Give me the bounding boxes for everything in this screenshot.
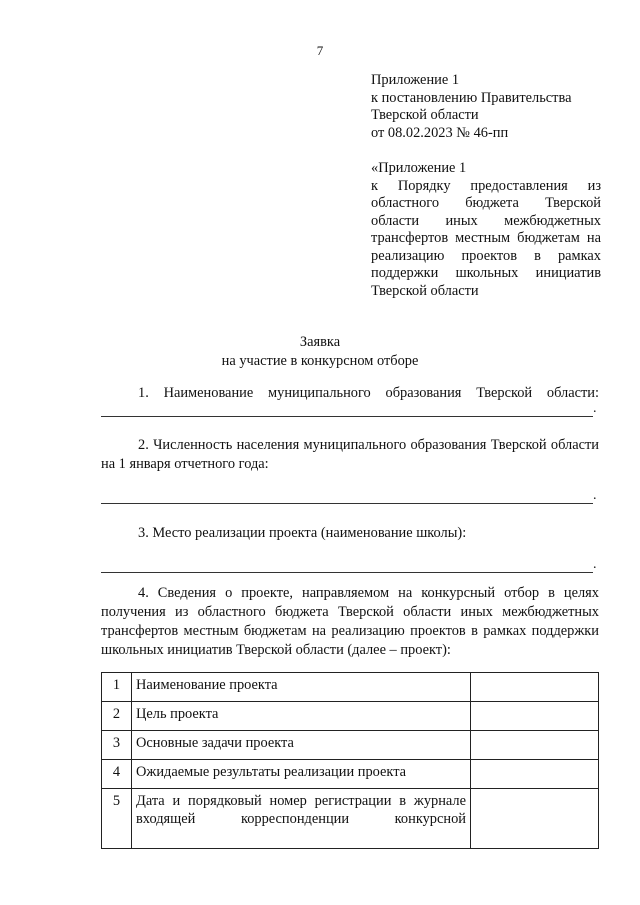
table-row bbox=[102, 731, 599, 760]
row-number: 2 bbox=[102, 702, 132, 731]
annex-quote-line: областного бюджета Тверской bbox=[371, 195, 601, 211]
row-value-cell[interactable] bbox=[471, 789, 599, 849]
row-value-cell[interactable] bbox=[471, 673, 599, 702]
annex-quote-line: области иных межбюджетных bbox=[371, 212, 601, 229]
annex-header bbox=[371, 72, 601, 142]
item-2-fill-line[interactable] bbox=[101, 503, 593, 504]
annex-quote-line: «Приложение 1 bbox=[371, 160, 467, 176]
item-2-text: 2. Численность населения муниципального образования Тверской области на 1 января отчетного года: bbox=[101, 437, 599, 472]
row-number: 1 bbox=[102, 673, 132, 702]
item-2-line-end: . bbox=[593, 488, 597, 503]
document-title bbox=[0, 333, 640, 371]
row-label: Ожидаемые результаты реализации проекта bbox=[132, 760, 471, 789]
annex-header-line: от 08.02.2023 № 46-пп bbox=[371, 124, 509, 141]
item-1-text: 1. Наименование муниципального образования Тверской области: bbox=[138, 385, 599, 401]
row-value-cell[interactable] bbox=[471, 760, 599, 789]
project-info-table bbox=[101, 672, 599, 849]
title-line: Заявка bbox=[299, 334, 341, 350]
annex-quote-line: реализацию проектов в рамках bbox=[371, 247, 601, 264]
row-label: Цель проекта bbox=[132, 702, 471, 731]
row-label: Дата и порядковый номер регистрации в журнале входящей корреспонденции конкурсной bbox=[132, 789, 471, 849]
table-row bbox=[102, 673, 599, 702]
annex-header-line: Приложение 1 bbox=[371, 72, 460, 88]
item-1-line-end: . bbox=[593, 401, 597, 416]
row-value-cell[interactable] bbox=[471, 731, 599, 760]
row-number: 5 bbox=[102, 789, 132, 849]
title-subline: на участие в конкурсном отборе bbox=[221, 353, 419, 369]
table-row bbox=[102, 760, 599, 789]
row-number: 3 bbox=[102, 731, 132, 760]
item-1-fill-line[interactable] bbox=[101, 416, 593, 417]
annex-header-line: Тверской области bbox=[371, 107, 479, 123]
row-label: Наименование проекта bbox=[132, 673, 471, 702]
annex-quote-line: Тверской области bbox=[371, 282, 479, 299]
annex-quote-line: к Порядку предоставления из bbox=[371, 177, 601, 194]
annex-header-line: к постановлению Правительства bbox=[371, 89, 572, 106]
item-3-fill-line[interactable] bbox=[101, 572, 593, 573]
item-3-text: 3. Место реализации проекта (наименование школы): bbox=[138, 525, 467, 541]
annex-quote-line: поддержки школьных инициатив bbox=[371, 265, 601, 281]
annex-quote bbox=[371, 160, 601, 300]
item-4-text: 4. Сведения о проекте, направляемом на конкурсный отбор в целях получения из областного бюджета Тверской области иных межбюджетных трансфертов местным бюджетам на реализацию проектов в рамках поддержки школьных инициатив Тверской области (далее – проект): bbox=[101, 585, 599, 658]
annex-quote-line: трансфертов местным бюджетам на bbox=[371, 230, 601, 246]
row-number: 4 bbox=[102, 760, 132, 789]
row-value-cell[interactable] bbox=[471, 702, 599, 731]
page-number: 7 bbox=[316, 43, 324, 58]
table-row bbox=[102, 702, 599, 731]
table-row bbox=[102, 789, 599, 849]
row-label: Основные задачи проекта bbox=[132, 731, 471, 760]
item-3-line-end: . bbox=[593, 557, 597, 572]
